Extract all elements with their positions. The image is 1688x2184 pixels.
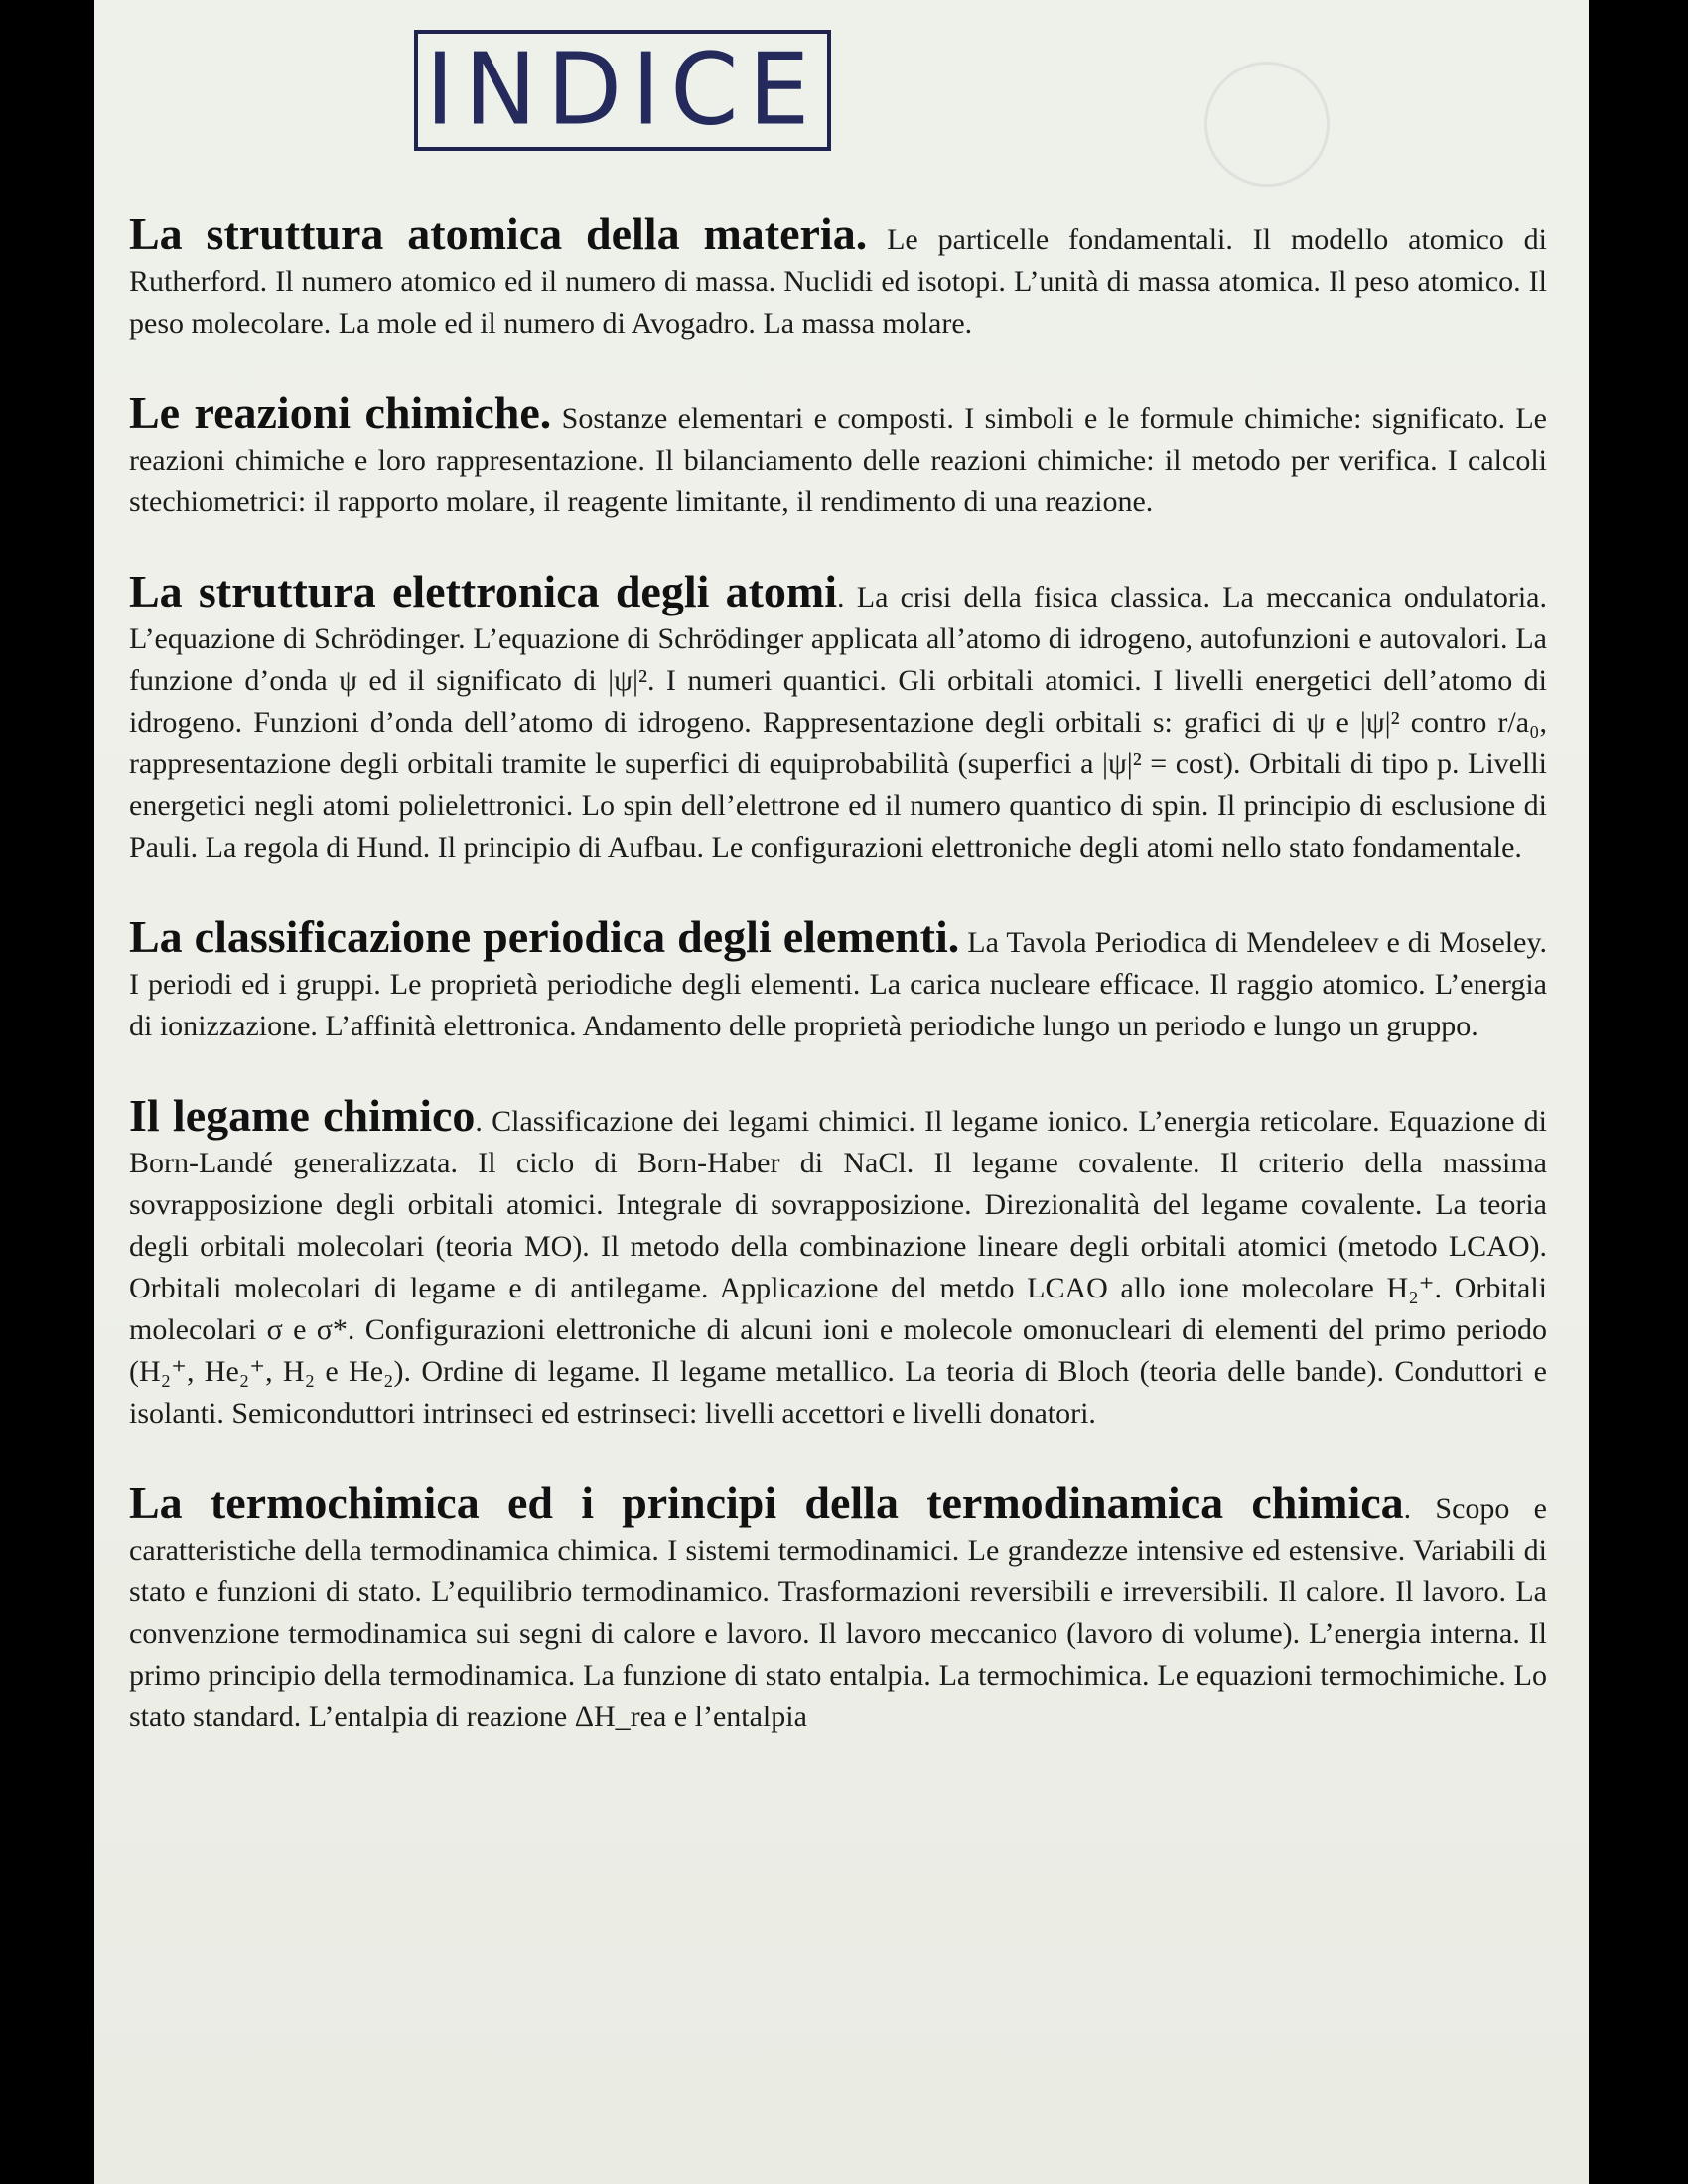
section-atomic-structure	[129, 208, 1548, 344]
section-body: . La crisi della fisica classica. La meccanica ondulatoria. L’equazione di Schrödinger. L’equazione di Schrödinger applicata all’atomo di idrogeno, autofunzioni e autovalori. La funzione d’onda ψ ed il significato di |ψ|². I numeri quantici. Gli orbitali atomici. I livelli energetici dell’atomo di idrogeno. Funzioni d’onda dell’atomo di idrogeno. Rappresentazione degli orbitali s: grafici di ψ e |ψ|² contro r/a₀, rappresentazione degli orbitali tramite le superfici di equiprobabilità (superfici a |ψ|² = cost). Orbitali di tipo p. Livelli energetici negli atomi polielettronici. Lo spin dell’elettrone ed il numero quantico di spin. Il principio di esclusione di Pauli. La regola di Hund. Il principio di Aufbau. Le configurazioni elettroniche degli atomi nello stato fondamentale.	[129, 581, 1547, 864]
section-chemical-bond	[129, 1090, 1547, 1434]
section-body: Le particelle fondamentali. Il modello atomico di Rutherford. Il numero atomico ed il numero di massa. Nuclidi ed isotopi. L’unità di massa atomica. Il peso atomico. Il peso molecolare. La mole ed il numero di Avogadro. La massa molare.	[129, 223, 1548, 340]
section-electronic-structure	[129, 566, 1547, 869]
index-sections	[129, 208, 1548, 1786]
section-heading: La struttura elettronica degli atomi	[129, 566, 838, 616]
section-heading: La classificazione periodica degli elementi.	[129, 911, 960, 962]
section-body: . Scopo e caratteristiche della termodinamica chimica. I sistemi termodinamici. Le grandezze intensive ed estensive. Variabili di stato e funzioni di stato. L’equilibrio termodinamico. Trasformazioni reversibili e irreversibili. Il calore. Il lavoro. La convenzione termodinamica sui segni di calore e lavoro. Il lavoro meccanico (lavoro di volume). L’energia interna. Il primo principio della termodinamica. La funzione di stato entalpia. La termochimica. Le equazioni termochimiche. Lo stato standard. L’entalpia di reazione ΔH_rea e l’entalpia	[129, 1492, 1547, 1733]
page-title: INDICE	[425, 32, 820, 149]
section-body: . Classificazione dei legami chimici. Il legame ionico. L’energia reticolare. Equazione di Born-Landé generalizzata. Il ciclo di Born-Haber di NaCl. Il legame covalente. Il criterio della massima sovrapposizione degli orbitali atomici. Integrale di sovrapposizione. Direzionalità del legame covalente. La teoria degli orbitali molecolari (teoria MO). Il metodo della combinazione lineare degli orbitali atomici (metodo LCAO). Orbitali molecolari di legame e di antilegame. Applicazione del metdo LCAO allo ione molecolare H₂⁺. Orbitali molecolari σ e σ*. Configurazioni elettroniche di alcuni ioni e molecole omonucleari di elementi del primo periodo (H₂⁺, He₂⁺, H₂ e He₂). Ordine di legame. Il legame metallico. La teoria di Bloch (teoria delle bande). Conduttori e isolanti. Semiconduttori intrinseci ed estrinseci: livelli accettori e livelli donatori.	[129, 1105, 1547, 1430]
section-body: Sostanze elementari e composti. I simboli e le formule chimiche: significato. Le reazioni chimiche e loro rappresentazione. Il bilanciamento delle reazioni chimiche: il metodo per verifica. I calcoli stechiometrici: il rapporto molare, il reagente limitante, il rendimento di una reazione.	[129, 402, 1547, 518]
section-body: La Tavola Periodica di Mendeleev e di Moseley. I periodi ed i gruppi. Le proprietà periodiche degli elementi. La carica nucleare efficace. Il raggio atomico. L’energia di ionizzazione. L’affinità elettronica. Andamento delle proprietà periodiche lungo un periodo e lungo un gruppo.	[129, 926, 1547, 1042]
index-title-box	[414, 30, 831, 151]
section-heading: La termochimica ed i principi della termodinamica chimica	[129, 1477, 1404, 1528]
section-chemical-reactions	[129, 387, 1547, 523]
section-heading: La struttura atomica della materia.	[129, 208, 868, 259]
bleed-through-seal	[1204, 62, 1330, 187]
section-heading: Il legame chimico	[129, 1090, 476, 1141]
section-thermochemistry	[129, 1477, 1547, 1738]
section-heading: Le reazioni chimiche.	[129, 387, 552, 438]
section-periodic-classification	[129, 911, 1547, 1047]
